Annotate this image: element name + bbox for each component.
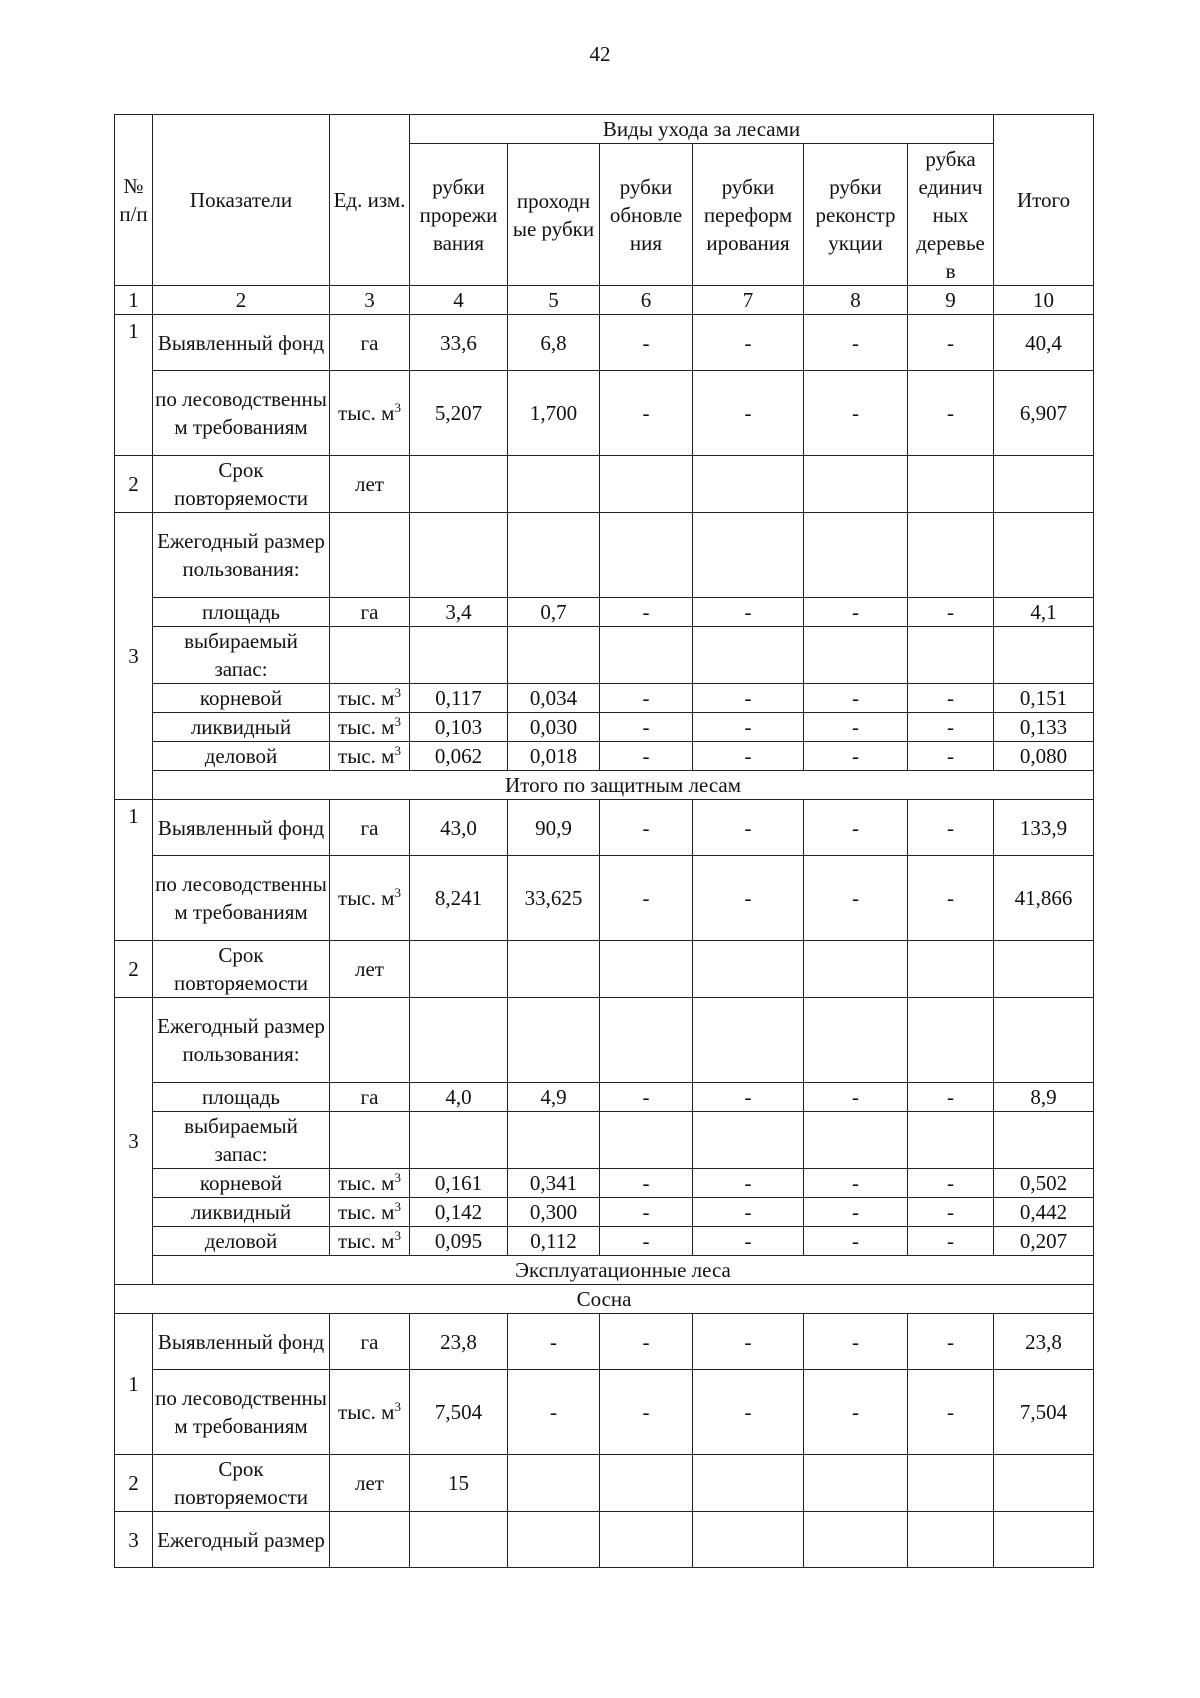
row-number: 2 [115,941,153,998]
value-cell: 4,9 [508,1083,600,1112]
total-cell: 40,4 [994,315,1094,371]
indicator-label: Ежегодный размер пользования: [153,513,330,598]
unit-cell: га [330,1314,410,1370]
table-row [115,742,1094,771]
header-total: Итого [994,115,1094,286]
value-cell: - [600,1198,693,1227]
indicator-label: площадь [153,1083,330,1112]
unit-cell: тыс. $м^3$ [330,684,410,713]
index-cell: 5 [508,286,600,315]
indicator-label: корневой [153,684,330,713]
header-unit: Ед. изм. [330,115,410,286]
value-cell: 15 [410,1455,508,1512]
value-cell: 90,9 [508,800,600,856]
value-cell: 6,8 [508,315,600,371]
value-cell: - [508,1314,600,1370]
total-cell: 0,442 [994,1198,1094,1227]
unit-cell: тыс. $м^3$ [330,1227,410,1256]
value-cell: 8,241 [410,856,508,941]
value-cell: - [908,1169,994,1198]
value-cell: 0,030 [508,713,600,742]
value-cell: - [600,742,693,771]
table-row [115,1314,1094,1370]
header-reconstruction: рубки реконстр укции [804,144,908,286]
section-title: Эксплуатационные леса [153,1256,1094,1285]
value-cell: - [908,371,994,456]
table-row [115,998,1094,1083]
value-cell: 0,062 [410,742,508,771]
value-cell: 23,8 [410,1314,508,1370]
header-renewal: рубки обновле ния [600,144,693,286]
value-cell: - [908,713,994,742]
value-cell: - [693,1083,804,1112]
value-cell: - [600,1227,693,1256]
section-row [115,771,1094,800]
value-cell: - [693,1169,804,1198]
table-row [115,1083,1094,1112]
value-cell: - [804,1198,908,1227]
value-cell: - [693,315,804,371]
value-cell: 0,103 [410,713,508,742]
value-cell: 0,300 [508,1198,600,1227]
row-number: 1 [115,1314,153,1455]
index-cell: 2 [153,286,330,315]
value-cell: - [600,856,693,941]
indicator-label: Срок повторяемости [153,1455,330,1512]
value-cell: - [693,598,804,627]
value-cell: - [804,1314,908,1370]
value-cell: 33,6 [410,315,508,371]
total-cell: 8,9 [994,1083,1094,1112]
value-cell: - [804,598,908,627]
value-cell: - [804,684,908,713]
row-number: 1 [115,800,153,941]
total-cell: 0,502 [994,1169,1094,1198]
total-cell: 4,1 [994,598,1094,627]
index-cell: 9 [908,286,994,315]
indicator-label: площадь [153,598,330,627]
header-indicator: Показатели [153,115,330,286]
unit-cell: тыс. $м^3$ [330,1169,410,1198]
value-cell: - [600,598,693,627]
indicator-label: по лесоводственны м требованиям [153,856,330,941]
section-title: Сосна [115,1285,1094,1314]
value-cell: - [804,315,908,371]
total-cell: 7,504 [994,1370,1094,1455]
value-cell: 1,700 [508,371,600,456]
value-cell: - [804,856,908,941]
unit-cell: тыс. $м^3$ [330,856,410,941]
table-row [115,513,1094,598]
table-row [115,1227,1094,1256]
value-cell: - [600,1169,693,1198]
table-row [115,1169,1094,1198]
value-cell: - [693,713,804,742]
value-cell: - [908,1083,994,1112]
total-cell: 133,9 [994,800,1094,856]
value-cell: 4,0 [410,1083,508,1112]
value-cell: - [908,856,994,941]
header-passage: проходн ые рубки [508,144,600,286]
index-cell: 10 [994,286,1094,315]
value-cell: - [908,1370,994,1455]
value-cell: 33,625 [508,856,600,941]
indicator-label: ликвидный [153,713,330,742]
indicator-label: ликвидный [153,1198,330,1227]
table-row [115,456,1094,513]
section-row [115,1256,1094,1285]
value-cell: - [693,1370,804,1455]
value-cell: - [693,800,804,856]
value-cell: - [908,742,994,771]
value-cell: - [600,1083,693,1112]
row-number: 2 [115,1455,153,1512]
value-cell: - [600,1314,693,1370]
total-cell: 0,151 [994,684,1094,713]
value-cell: - [600,371,693,456]
value-cell: - [693,1227,804,1256]
unit-cell: лет [330,941,410,998]
index-cell: 7 [693,286,804,315]
indicator-label: выбираемый запас: [153,627,330,684]
table-row [115,1112,1094,1169]
value-cell: 0,161 [410,1169,508,1198]
unit-cell: тыс. $м^3$ [330,1198,410,1227]
value-cell: - [508,1370,600,1455]
value-cell: - [804,1227,908,1256]
value-cell: 0,112 [508,1227,600,1256]
value-cell: - [804,800,908,856]
forest-care-table [114,114,1094,1568]
table-row [115,598,1094,627]
table-row [115,1198,1094,1227]
table-row [115,627,1094,684]
unit-cell: тыс. $м^3$ [330,713,410,742]
index-cell: 6 [600,286,693,315]
value-cell: 3,4 [410,598,508,627]
total-cell: 41,866 [994,856,1094,941]
value-cell: - [908,1227,994,1256]
table-row [115,1455,1094,1512]
indicator-label: Выявленный фонд [153,800,330,856]
value-cell: - [804,1083,908,1112]
section-row [115,1285,1094,1314]
value-cell: - [908,1314,994,1370]
index-cell: 4 [410,286,508,315]
indicator-label: Выявленный фонд [153,315,330,371]
table-row [115,800,1094,856]
indicator-label: Срок повторяемости [153,941,330,998]
indicator-label: по лесоводственны м требованиям [153,371,330,456]
value-cell: 0,7 [508,598,600,627]
value-cell: - [908,1198,994,1227]
index-cell: 8 [804,286,908,315]
unit-cell: га [330,1083,410,1112]
header-num: № п/п [115,115,153,286]
unit-cell: лет [330,1455,410,1512]
total-cell: 6,907 [994,371,1094,456]
table-row [115,1512,1094,1568]
value-cell: - [908,315,994,371]
value-cell: - [693,1314,804,1370]
value-cell: - [600,1370,693,1455]
value-cell: - [804,1169,908,1198]
value-cell: - [804,1370,908,1455]
value-cell: 0,095 [410,1227,508,1256]
total-cell: 0,080 [994,742,1094,771]
indicator-label: Срок повторяемости [153,456,330,513]
value-cell: 7,504 [410,1370,508,1455]
index-cell: 3 [330,286,410,315]
value-cell: - [908,684,994,713]
row-number: 1 [115,315,153,456]
value-cell: 0,142 [410,1198,508,1227]
index-row [115,286,1094,315]
unit-cell: тыс. $м^3$ [330,371,410,456]
index-cell: 1 [115,286,153,315]
unit-cell: тыс. $м^3$ [330,742,410,771]
row-number: 3 [115,1512,153,1568]
indicator-label: по лесоводственны м требованиям [153,1370,330,1455]
unit-cell: га [330,598,410,627]
page-number: 42 [589,42,611,66]
value-cell: 0,034 [508,684,600,713]
value-cell: - [600,800,693,856]
row-number: 3 [115,513,153,800]
value-cell: 5,207 [410,371,508,456]
table-row [115,684,1094,713]
header-reformation: рубки переформ ирования [693,144,804,286]
value-cell: - [693,684,804,713]
table-row [115,713,1094,742]
indicator-label: корневой [153,1169,330,1198]
table-row [115,941,1094,998]
table-row [115,856,1094,941]
value-cell: - [908,800,994,856]
value-cell: - [693,1198,804,1227]
total-cell: 0,133 [994,713,1094,742]
total-cell: 23,8 [994,1314,1094,1370]
unit-cell: га [330,800,410,856]
header-thinning: рубки прорежи вания [410,144,508,286]
value-cell: 0,018 [508,742,600,771]
value-cell: - [693,742,804,771]
table-row [115,371,1094,456]
value-cell: 0,341 [508,1169,600,1198]
value-cell: - [600,684,693,713]
value-cell: - [804,742,908,771]
unit-cell: тыс. $м^3$ [330,1370,410,1455]
row-number: 2 [115,456,153,513]
unit-cell: га [330,315,410,371]
total-cell: 0,207 [994,1227,1094,1256]
unit-cell: лет [330,456,410,513]
indicator-label: деловой [153,1227,330,1256]
value-cell: - [693,856,804,941]
indicator-label: Выявленный фонд [153,1314,330,1370]
value-cell: 0,117 [410,684,508,713]
value-cell: - [804,371,908,456]
table-row [115,315,1094,371]
value-cell: - [804,713,908,742]
value-cell: - [908,598,994,627]
value-cell: - [600,315,693,371]
indicator-label: Ежегодный размер пользования: [153,998,330,1083]
value-cell: 43,0 [410,800,508,856]
indicator-label: Ежегодный размер [153,1512,330,1568]
header-single-trees: рубка единич ных деревье в [908,144,994,286]
section-title: Итого по защитным лесам [153,771,1094,800]
indicator-label: деловой [153,742,330,771]
row-number: 3 [115,998,153,1285]
table-row [115,1370,1094,1455]
indicator-label: выбираемый запас: [153,1112,330,1169]
value-cell: - [600,713,693,742]
value-cell: - [693,371,804,456]
header-group-title: Виды ухода за лесами [410,115,994,144]
